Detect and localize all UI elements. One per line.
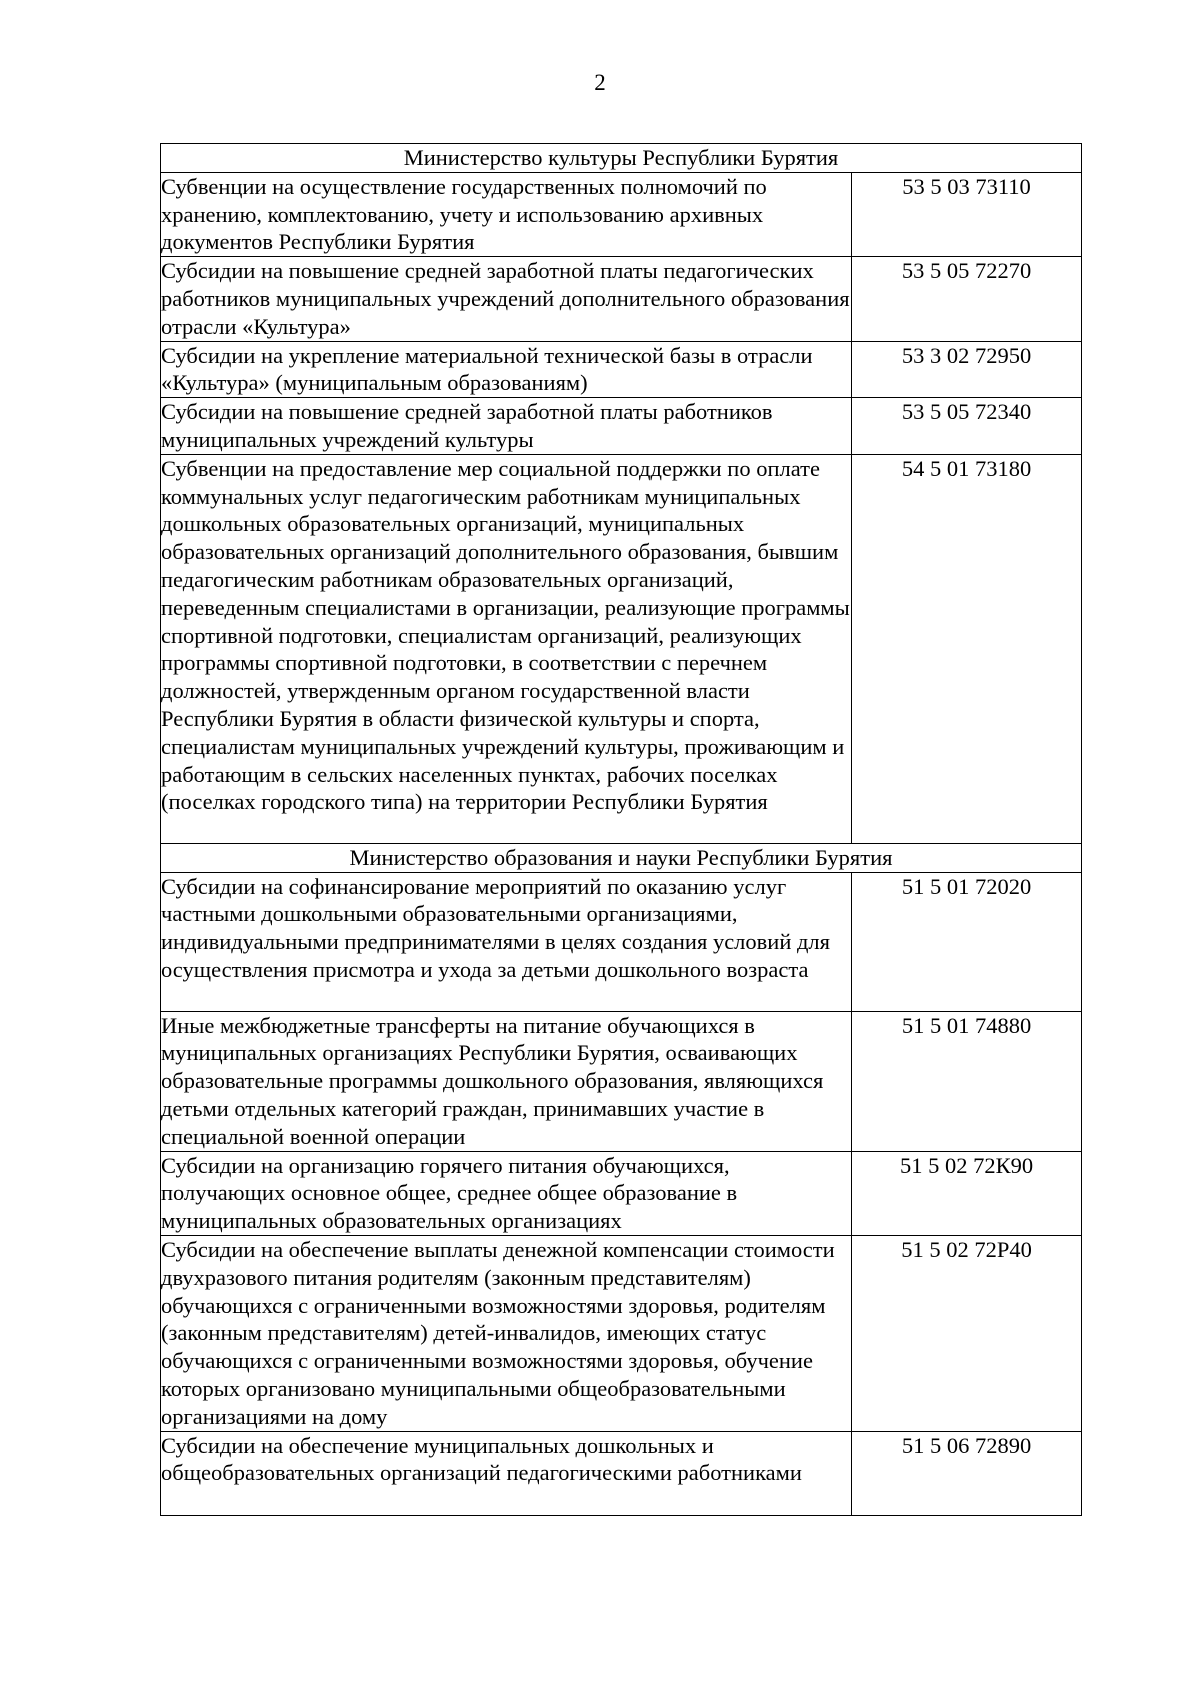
table-row bbox=[161, 1151, 1082, 1235]
section-title: Министерство образования и науки Республики Бурятия bbox=[161, 843, 1082, 872]
row-code: 51 5 02 72Р40 bbox=[852, 1235, 1082, 1431]
table-row bbox=[161, 341, 1082, 398]
row-code: 53 5 05 72340 bbox=[852, 398, 1082, 455]
row-code: 51 5 02 72К90 bbox=[852, 1151, 1082, 1235]
section-header-row bbox=[161, 144, 1082, 173]
table-row bbox=[161, 172, 1082, 256]
row-description: Субвенции на предоставление мер социальной поддержки по оплате коммунальных услуг педагогическим работникам муниципальных дошкольных образовательных организаций, муниципальных образовательных организаций дополнительного образования, бывшим педагогическим работникам образовательных организаций, переведенным специалистами в организации, реализующие программы спортивной подготовки, специалистам организаций, реализующих программы спортивной подготовки, в соответствии с перечнем должностей, утвержденным органом государственной власти Республики Бурятия в области физической культуры и спорта, специалистам муниципальных учреждений культуры, проживающим и работающим в сельских населенных пунктах, рабочих поселках (поселках городского типа) на территории Республики Бурятия bbox=[161, 454, 852, 843]
row-code: 53 5 05 72270 bbox=[852, 257, 1082, 341]
row-code: 51 5 01 72020 bbox=[852, 872, 1082, 1011]
row-code: 53 3 02 72950 bbox=[852, 341, 1082, 398]
table-row bbox=[161, 1011, 1082, 1151]
row-description: Субсидии на обеспечение выплаты денежной компенсации стоимости двухразового питания родителям (законным представителям) обучающихся с ограниченными возможностями здоровья, родителям (законным представителям) детей-инвалидов, имеющих статус обучающихся с ограниченными возможностями здоровья, обучение которых организовано муниципальными общеобразовательными организациями на дому bbox=[161, 1235, 852, 1431]
table-row bbox=[161, 1235, 1082, 1431]
table-row bbox=[161, 454, 1082, 843]
row-code: 51 5 06 72890 bbox=[852, 1431, 1082, 1515]
row-description: Субсидии на укрепление материальной технической базы в отрасли «Культура» (муниципальным образованиям) bbox=[161, 341, 852, 398]
row-description: Субсидии на обеспечение муниципальных дошкольных и общеобразовательных организаций педагогическими работниками bbox=[161, 1431, 852, 1515]
table-row bbox=[161, 872, 1082, 1011]
subsidies-table bbox=[160, 143, 1082, 1516]
row-description: Субсидии на софинансирование мероприятий по оказанию услуг частными дошкольными образовательными организациями, индивидуальными предпринимателями в целях создания условий для осуществления присмотра и ухода за детьми дошкольного возраста bbox=[161, 872, 852, 1011]
row-description: Иные межбюджетные трансферты на питание обучающихся в муниципальных организациях Республики Бурятия, осваивающих образовательные программы дошкольного образования, являющихся детьми отдельных категорий граждан, принимавших участие в специальной военной операции bbox=[161, 1011, 852, 1151]
section-header-row bbox=[161, 843, 1082, 872]
table-row bbox=[161, 398, 1082, 455]
row-code: 51 5 01 74880 bbox=[852, 1011, 1082, 1151]
row-code: 53 5 03 73110 bbox=[852, 172, 1082, 256]
page-number: 2 bbox=[594, 70, 606, 95]
row-description: Субвенции на осуществление государственных полномочий по хранению, комплектованию, учету и использованию архивных документов Республики Бурятия bbox=[161, 172, 852, 256]
row-description: Субсидии на повышение средней заработной платы работников муниципальных учреждений культуры bbox=[161, 398, 852, 455]
table-row bbox=[161, 1431, 1082, 1515]
row-description: Субсидии на повышение средней заработной платы педагогических работников муниципальных учреждений дополнительного образования отрасли «Культура» bbox=[161, 257, 852, 341]
section-title: Министерство культуры Республики Бурятия bbox=[161, 144, 1082, 173]
row-description: Субсидии на организацию горячего питания обучающихся, получающих основное общее, среднее общее образование в муниципальных образовательных организациях bbox=[161, 1151, 852, 1235]
row-code: 54 5 01 73180 bbox=[852, 454, 1082, 843]
table-row bbox=[161, 257, 1082, 341]
